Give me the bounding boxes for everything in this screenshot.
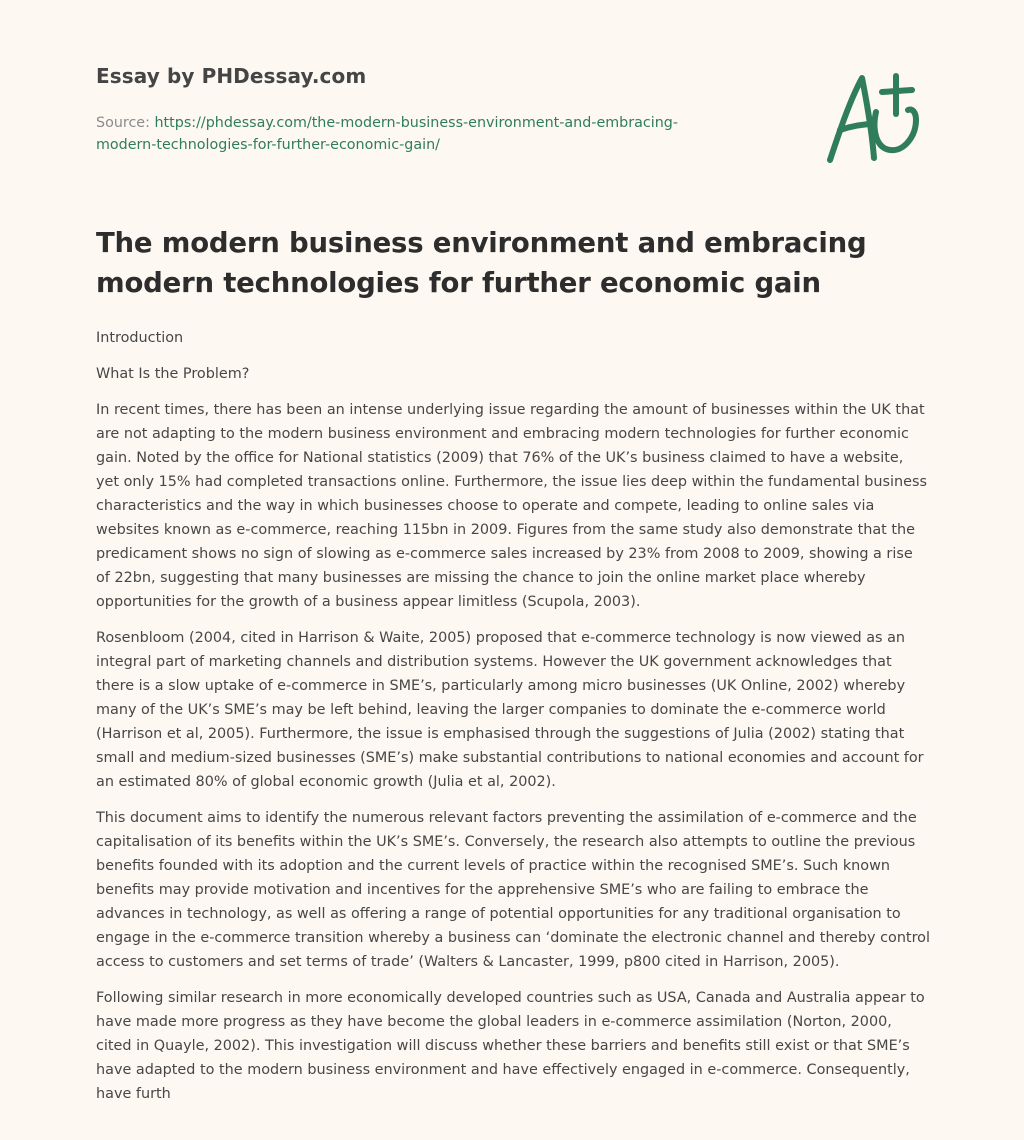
source-link[interactable]: https://phdessay.com/the-modern-business-environment-and-embracing-modern-technologies-for-further-economic-gain/	[96, 115, 679, 153]
section-heading-introduction: Introduction	[96, 330, 184, 346]
paragraph-1: In recent times, there has been an intense underlying issue regarding the amount of businesses within the UK that are not adapting to the modern business environment and embracing modern technologies for further economic gain. Noted by the office for National statistics (2009) that 76% of the UK’s business claimed to have a website, yet only 15% had completed transactions online. Furthermore, the issue lies deep within the fundamental business characteristics and the way in which businesses choose to operate and compete, leading to online sales via websites known as e-commerce, reaching 115bn in 2009. Figures from the same study also demonstrate that the predicament shows no sign of slowing as e-commerce sales increased by 23% from 2008 to 2009, showing a rise of 22bn, suggesting that many businesses are missing the chance to join the online market place whereby opportunities for the growth of a business appear limitless (Scupola, 2003).	[96, 402, 928, 610]
site-brand: Essay by PHDessay.com	[96, 64, 367, 88]
source-line	[96, 112, 736, 156]
paragraph-2: Rosenbloom (2004, cited in Harrison & Waite, 2005) proposed that e-commerce technology is now viewed as an integral part of marketing channels and distribution systems. However the UK government acknowledges that there is a slow uptake of e-commerce in SME’s, particularly among micro businesses (UK Online, 2002) whereby many of the UK’s SME’s may be left behind, leaving the larger companies to dominate the e-commerce world (Harrison et al, 2005). Furthermore, the issue is emphasised through the suggestions of Julia (2002) stating that small and medium-sized businesses (SME’s) make substantial contributions to national economies and account for an estimated 80% of global economic growth (Julia et al, 2002).	[96, 630, 924, 790]
paragraph-4: Following similar research in more economically developed countries such as USA, Canada and Australia appear to have made more progress as they have become the global leaders in e-commerce assimilation (Norton, 2000, cited in Quayle, 2002). This investigation will discuss whether these barriers and benefits still exist or that SME’s have adapted to the modern business environment and have effectively engaged in e-commerce. Consequently, have furth	[96, 990, 925, 1102]
source-label: Source:	[96, 115, 150, 131]
a-plus-grade-icon	[822, 68, 930, 166]
section-heading-problem: What Is the Problem?	[96, 366, 250, 382]
paragraph-3: This document aims to identify the numerous relevant factors preventing the assimilation of e-commerce and the capitalisation of its benefits within the UK’s SME’s. Conversely, the research also attempts to outline the previous benefits founded with its adoption and the current levels of practice within the recognised SME’s. Such known benefits may provide motivation and incentives for the apprehensive SME’s who are failing to embrace the advances in technology, as well as offering a range of potential opportunities for any traditional organisation to engage in the e-commerce transition whereby a business can ‘dominate the electronic channel and thereby control access to customers and set terms of trade’ (Walters & Lancaster, 1999, p800 cited in Harrison, 2005).	[96, 810, 930, 970]
essay-title: The modern business environment and embracing modern technologies for further economic gain	[96, 227, 867, 299]
essay-body	[96, 326, 930, 1118]
